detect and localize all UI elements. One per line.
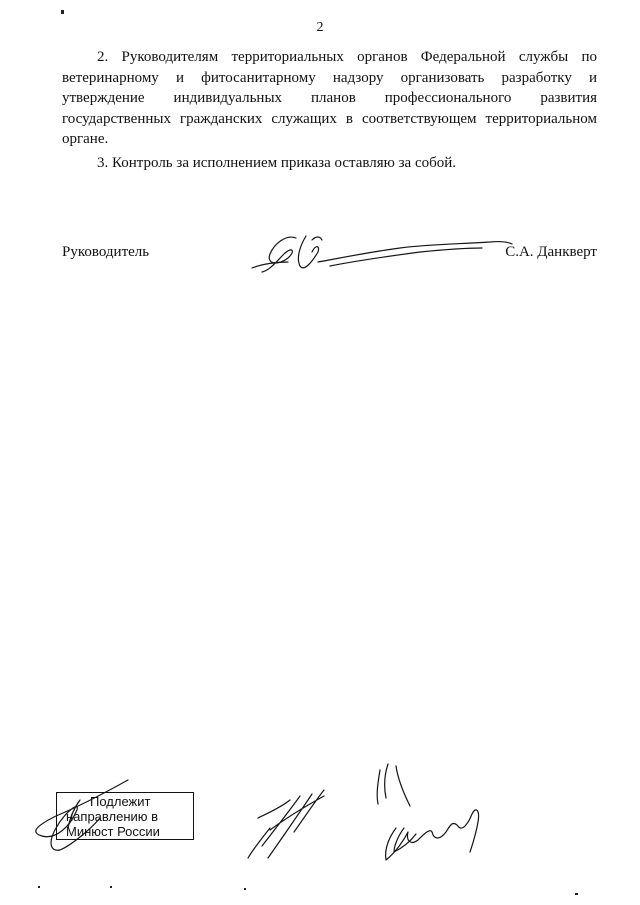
paragraph-2: 2. Руководителям территориальных органов Федеральной службы по ветеринарному и фитосанитарному надзору организовать разработку и утверждение индивидуальных планов профессионального развития государственных гражданских служащих в соответствующем территориальном органе.: [62, 49, 597, 147]
stamp-line: Подлежит: [90, 794, 151, 809]
scan-speck: [575, 893, 578, 895]
stamp-line: направлению в: [66, 809, 159, 824]
stamp-line: Минюст России: [66, 824, 160, 839]
scan-speck: [38, 886, 40, 888]
scan-speck: [110, 886, 112, 888]
signatory-name: С.А. Данкверт: [505, 244, 597, 260]
stamp-scribble: [68, 800, 80, 828]
initials-scribble: [377, 764, 410, 806]
scan-speck: [244, 888, 246, 890]
position-title: Руководитель: [62, 244, 150, 260]
initials-scribble: [248, 790, 324, 858]
page-number: 2: [316, 20, 324, 35]
paragraph-3: 3. Контроль за исполнением приказа оставляю за собой.: [97, 154, 457, 171]
stamp-scribble: [36, 780, 128, 850]
